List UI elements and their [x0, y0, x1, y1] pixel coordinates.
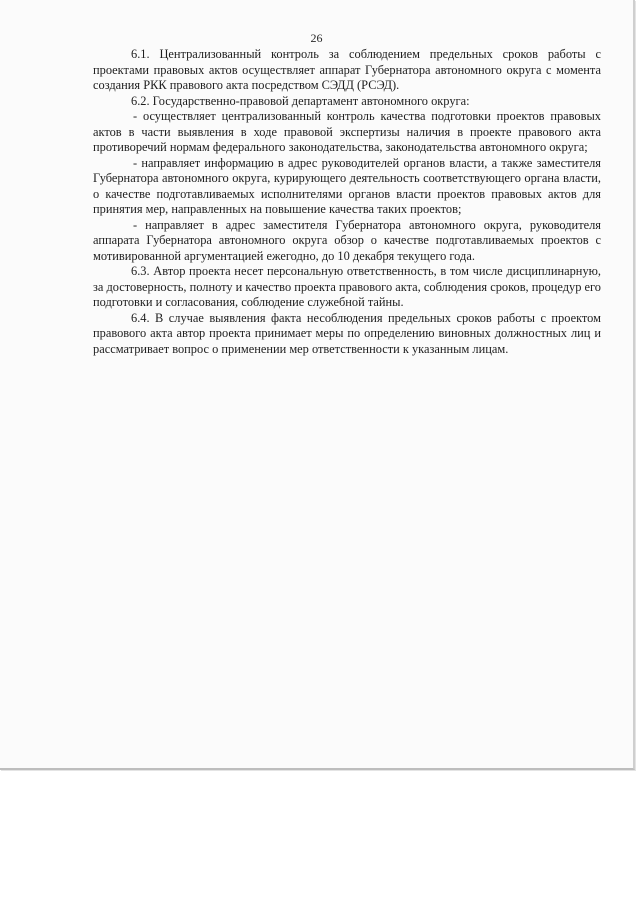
paragraph-6-3: 6.3. Автор проекта несет персональную ответственность, в том числе дисциплинарную, за достоверность, полноту и качество проекта правового акта, соблюдения сроков, процедур его подготовки и согласования, соблюдение служебной тайны. — [93, 264, 602, 309]
page-number: 26 — [310, 31, 323, 45]
paragraph-6-4: 6.4. В случае выявления факта несоблюдения предельных сроков работы с проектом правового акта автор проекта принимает меры по определению виновных должностных лиц и рассматривает вопрос о применении мер ответственности к указанным лицам. — [93, 310, 601, 356]
list-item-review: - направляет в адрес заместителя Губернатора автономного округа, руководителя аппарата Губернатора автономного округа обзор о качестве подготавливаемых проектов с мотивированной аргументацией ежегодно, до 10 декабря текущего года. — [93, 217, 601, 263]
list-item-information: - направляет информацию в адрес руководителей органов власти, а также заместителя Губернатора автономного округа, курирующего деятельность соответствующего органа власти, о качестве подготавливаемых исполнителями органов власти проектов правовых актов для принятия мер, направленных на повышение качества таких проектов; — [93, 155, 601, 216]
paragraph-6-2: 6.2. Государственно-правовой департамент автономного округа: — [131, 93, 470, 108]
list-item-control: - осуществляет централизованный контроль качества подготовки проектов правовых актов в части выявления в ходе правовой экспертизы наличия в проекте правового акта противоречий нормам федерального законодательства, законодательства автономного округа; — [93, 109, 601, 154]
paragraph-6-1: 6.1. Централизованный контроль за соблюдением предельных сроков работы с проектами правовых актов осуществляет аппарат Губернатора автономного округа с момента создания РКК правового акта посредством СЭДД (РСЭД). — [93, 47, 601, 92]
document-body — [93, 47, 601, 357]
